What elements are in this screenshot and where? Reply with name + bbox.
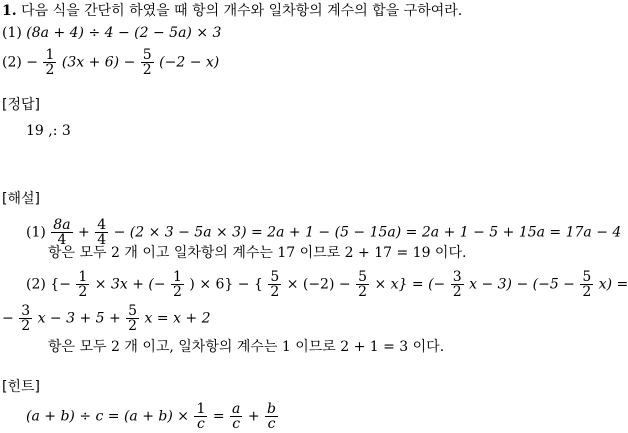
question-prompt-line [2, 2, 462, 20]
solution-2-part-a3: ) × 6} − { [189, 276, 263, 293]
solution-2-line2-fraction-2: $\frac{5}{2}$ [128, 303, 138, 334]
solution-2-part-a7: x) = [598, 276, 628, 293]
solution-2-equation-cont [2, 304, 211, 333]
problem-1-label: (1) [2, 25, 22, 41]
question-prompt: 다음 식을 간단히 하였을 때 항의 개수와 일차항의 계수의 합을 구하여라. [21, 3, 463, 19]
hint-equals: = [212, 408, 225, 425]
solution-2-part-a1: {− [50, 276, 71, 293]
solution-2-fraction-half-1: $\frac{1}{2}$ [78, 269, 88, 300]
hint-heading: [힌트] [2, 379, 40, 395]
solution-2-fraction-five-3: $\frac{5}{2}$ [582, 269, 592, 300]
solution-1-fraction-1: $\frac{8a}{4}$ [53, 217, 71, 248]
hint-formula [26, 402, 279, 431]
answer-value: 19 ,: 3 [26, 123, 71, 139]
hint-plus: + [247, 408, 260, 425]
problem-2-fraction-2: $\frac{5}{2}$ [142, 47, 152, 78]
solution-2-text: 항은 모두 2 개 이고, 일차항의 계수는 1 이므로 2 + 1 = 3 이다. [48, 339, 445, 355]
problem-1 [2, 24, 221, 42]
problem-2 [2, 48, 219, 77]
solution-2-label: (2) [26, 276, 46, 293]
solution-2-part-a2: × 3x + (− [94, 276, 166, 293]
solution-2-fraction-half-2: $\frac{1}{2}$ [173, 269, 182, 300]
solution-2-part-a5: × x} = (− [374, 276, 446, 293]
hint-fraction-2: $\frac{a}{c}$ [232, 401, 241, 432]
problem-1-expression: (8a + 4) ÷ 4 − (2 − 5a) × 3 [26, 25, 222, 41]
solution-1-text: 항은 모두 2 개 이고 일차항의 계수는 17 이므로 2 + 17 = 19 이다. [48, 245, 467, 261]
solution-1-equation [26, 218, 621, 247]
solution-1-plus: + [78, 224, 90, 241]
hint-formula-left: (a + b) ÷ c = (a + b) × [26, 408, 190, 425]
problem-2-minus: − [26, 54, 39, 71]
solution-2-part-a4: × (−2) − [286, 276, 351, 293]
solution-2-fraction-five-1: $\frac{5}{2}$ [270, 269, 280, 300]
solution-2-fraction-three: $\frac{3}{2}$ [452, 269, 462, 300]
question-number: 1. [2, 3, 17, 19]
solution-2-line2-middle: x − 3 + 5 + [37, 310, 121, 327]
solution-1-label: (1) [26, 224, 46, 241]
solution-1-fraction-2: $\frac{4}{4}$ [97, 217, 107, 248]
solution-heading: [해설] [2, 191, 40, 207]
solution-2-line2-fraction-1: $\frac{3}{2}$ [21, 303, 31, 334]
solution-2-fraction-five-2: $\frac{5}{2}$ [358, 269, 367, 300]
hint-fraction-3: $\frac{b}{c}$ [267, 401, 276, 432]
solution-2-line2-result: x = x + 2 [144, 310, 211, 327]
problem-2-fraction-1: $\frac{1}{2}$ [45, 47, 55, 78]
problem-2-middle: (3x + 6) − [61, 54, 136, 71]
solution-2-part-a6: x − 3) − (−5 − [469, 276, 575, 293]
solution-1-rest: − (2 × 3 − 5a × 3) = 2a + 1 − (5 − 15a) = 2a + 1 − 5 + 15a = 17a − 4 [113, 224, 622, 241]
problem-2-label: (2) [2, 54, 22, 71]
problem-2-tail: (−2 − x) [159, 54, 220, 71]
answer-heading: [정답] [2, 97, 40, 113]
hint-fraction-1: $\frac{1}{c}$ [196, 401, 206, 432]
solution-2-equation [26, 270, 628, 299]
solution-2-line2-minus: − [2, 310, 14, 327]
